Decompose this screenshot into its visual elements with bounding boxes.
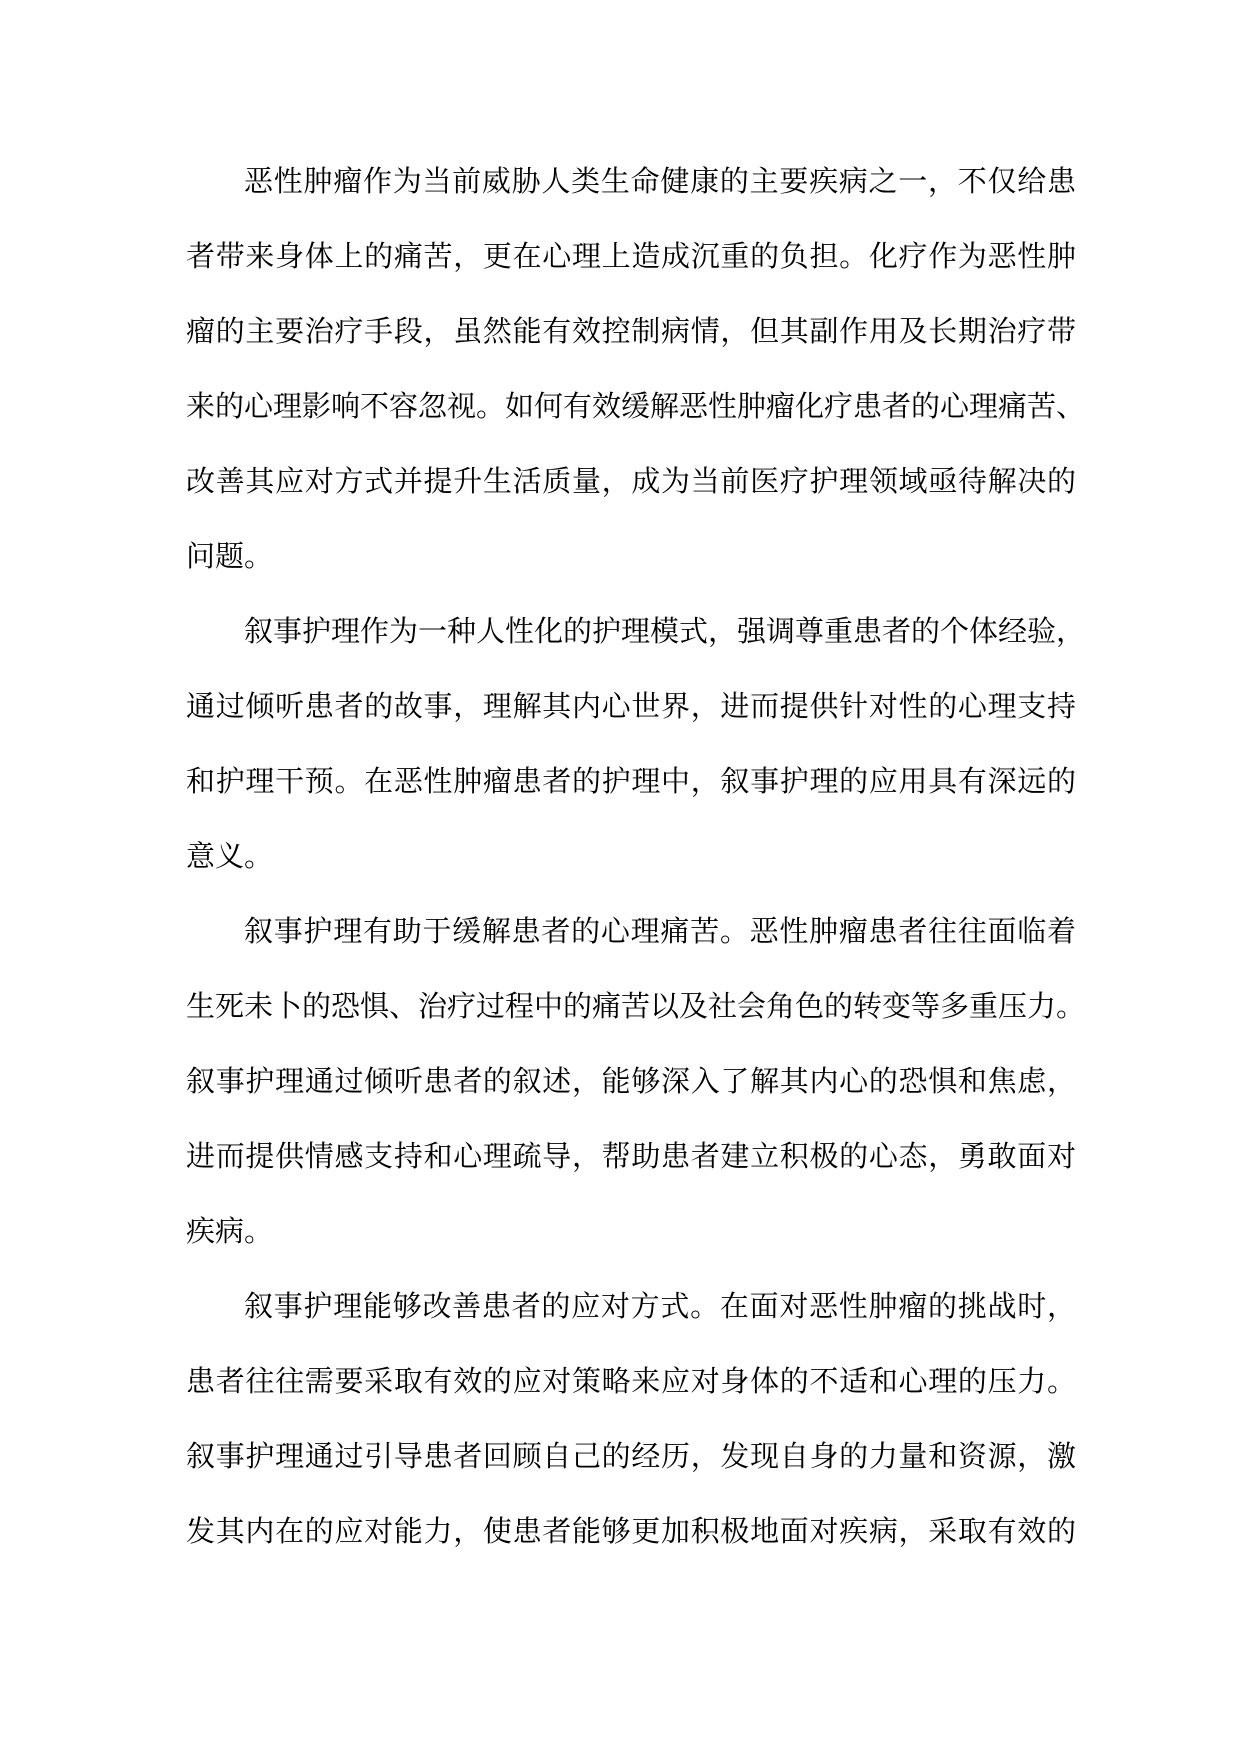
text-line: 者带来身体上的痛苦，更在心理上造成沉重的负担。化疗作为恶性肿 [186,241,1076,273]
text-line: 恶性肿瘤作为当前威胁人类生命健康的主要疾病之一，不仅给患 [244,166,1076,198]
text-line: 通过倾听患者的故事，理解其内心世界，进而提供针对性的心理支持 [186,691,1076,723]
paragraph [186,1270,1076,1570]
text-line: 意义。 [186,841,274,873]
paragraph [186,595,1086,895]
text-line: 问题。 [186,541,274,573]
text-line: 叙事护理能够改善患者的应对方式。在面对恶性肿瘤的挑战时， [244,1291,1076,1323]
text-line: 叙事护理通过引导患者回顾自己的经历，发现自身的力量和资源，激 [186,1441,1076,1473]
text-line: 叙事护理作为一种人性化的护理模式，强调尊重患者的个体经验， [244,616,1086,648]
text-line: 患者往往需要采取有效的应对策略来应对身体的不适和心理的压力。 [186,1366,1076,1398]
text-line: 叙事护理有助于缓解患者的心理痛苦。恶性肿瘤患者往往面临着 [244,916,1076,948]
paragraph [186,895,1086,1270]
text-line: 瘤的主要治疗手段，虽然能有效控制病情，但其副作用及长期治疗带 [186,316,1076,348]
text-line: 发其内在的应对能力，使患者能够更加积极地面对疾病，采取有效的 [186,1516,1076,1548]
text-line: 生死未卜的恐惧、治疗过程中的痛苦以及社会角色的转变等多重压力。 [186,991,1086,1023]
text-line: 来的心理影响不容忽视。如何有效缓解恶性肿瘤化疗患者的心理痛苦、 [186,391,1086,423]
document-text-block [186,145,1086,1570]
text-line: 叙事护理通过倾听患者的叙述，能够深入了解其内心的恐惧和焦虑， [186,1066,1076,1098]
text-line: 改善其应对方式并提升生活质量，成为当前医疗护理领域亟待解决的 [186,466,1076,498]
text-line: 疾病。 [186,1216,274,1248]
text-line: 进而提供情感支持和心理疏导，帮助患者建立积极的心态，勇敢面对 [186,1141,1076,1173]
text-line: 和护理干预。在恶性肿瘤患者的护理中，叙事护理的应用具有深远的 [186,766,1076,798]
paragraph [186,145,1086,595]
